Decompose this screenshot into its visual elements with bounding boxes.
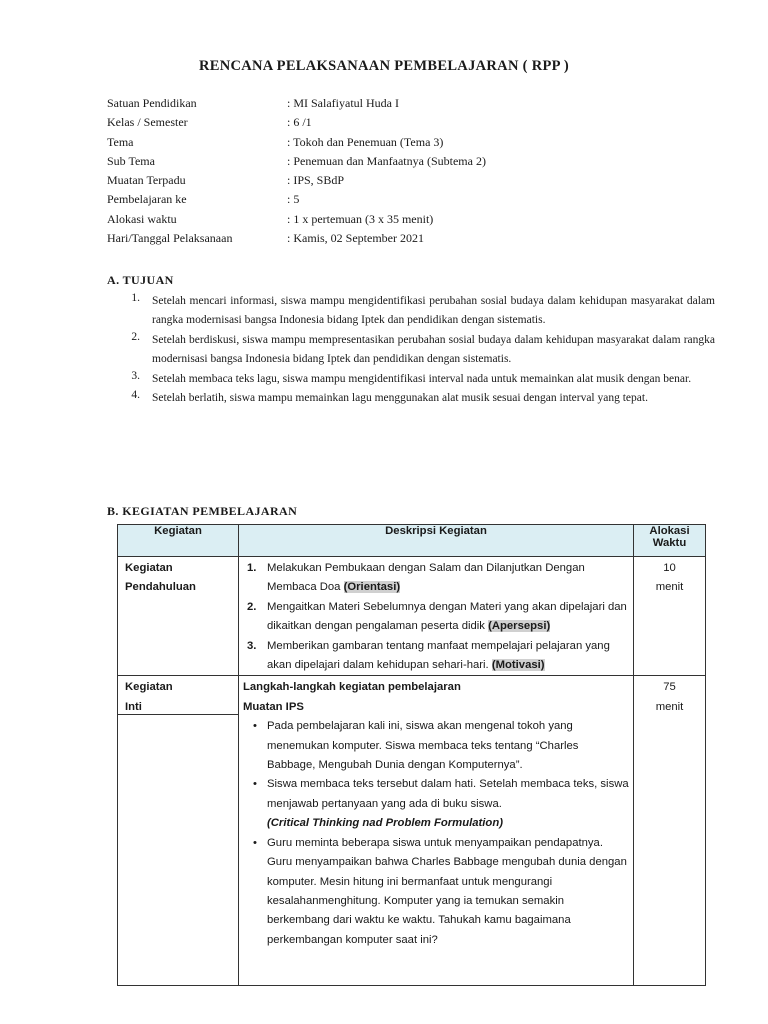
identity-value: : IPS, SBdP [287, 173, 345, 188]
identity-row [107, 135, 486, 154]
activity-label-cell [118, 676, 239, 986]
identity-key: Kelas / Semester [107, 115, 188, 130]
step-tag: (Orientasi) [343, 581, 401, 594]
identity-value: : MI Salafiyatul Huda I [287, 96, 399, 110]
step-tag: (Motivasi) [491, 659, 545, 672]
activity-step [239, 637, 629, 676]
step-tag: (Apersepsi) [488, 620, 551, 633]
goal-item [107, 389, 715, 408]
time-cell [634, 676, 706, 986]
identity-row [107, 231, 486, 250]
identity-value: : Tokoh dan Penemuan (Tema 3) [287, 134, 444, 149]
goal-item [107, 331, 715, 370]
identity-row [107, 96, 486, 115]
activity-step [239, 559, 629, 598]
identity-value: : 1 x pertemuan (3 x 35 menit) [287, 211, 434, 226]
step-number: 3. [247, 639, 257, 652]
bullet-icon: • [253, 778, 257, 791]
bullet-icon: • [253, 720, 257, 733]
activity-description-cell [239, 676, 634, 986]
list-item-text: Pada pembelajaran kali ini, siswa akan mengenal tokoh yang menemukan komputer. Siswa membaca teks tentang “Charles Babbage, Mengubah Dunia dengan Komputernya”. [267, 720, 579, 772]
activity-label-line: Inti [125, 700, 142, 713]
identity-key: Hari/Tanggal Pelaksanaan [107, 231, 233, 246]
goal-text: Setelah berdiskusi, siswa mampu mempresentasikan perubahan sosial budaya dalam kehidupan masyarakat dalam rangka modernisasi bangsa Indonesia bidang Iptek dan pendidikan dengan sistematis. [152, 333, 715, 366]
activity-label-box [118, 676, 238, 714]
identity-key: Pembelajaran ke [107, 192, 187, 207]
steps-heading: Langkah-langkah kegiatan pembelajaran [243, 681, 461, 694]
identity-key: Sub Tema [107, 153, 155, 168]
goal-number: 4. [131, 389, 140, 402]
time-value: 75 [663, 681, 676, 694]
identity-block [107, 96, 486, 250]
goal-text: Setelah berlatih, siswa mampu memainkan lagu menggunakan alat musik sesuai dengan interval yang tepat. [152, 392, 648, 405]
activity-label-line: Kegiatan [125, 562, 173, 574]
step-text: Memberikan gambaran tentang manfaat mempelajari pelajaran yang akan dipelajari dalam kehidupan sehari-hari. [267, 639, 610, 672]
activities-table [117, 524, 706, 986]
section-heading-tujuan: A. TUJUAN [107, 273, 174, 287]
identity-row [107, 173, 486, 192]
activity-label-line: Kegiatan [125, 681, 173, 694]
identity-value: : Penemuan dan Manfaatnya (Subtema 2) [287, 153, 486, 168]
identity-row [107, 154, 486, 173]
identity-key: Alokasi waktu [107, 211, 177, 226]
bullet-icon: • [253, 836, 257, 849]
activity-label-cell [118, 557, 239, 676]
list-item [243, 775, 629, 814]
goals-list [107, 292, 715, 408]
activity-description-cell [239, 557, 634, 676]
goal-number: 2. [131, 330, 140, 343]
list-item-text: Siswa membaca teks tersebut dalam hati. Setelah membaca teks, siswa menjawab pertanyaan yang ada di buku siswa. [267, 778, 629, 810]
table-row-pendahuluan [118, 557, 706, 676]
section-heading-kegiatan: B. KEGIATAN PEMBELAJARAN [107, 504, 298, 518]
goal-number: 3. [131, 369, 140, 382]
goal-text: Setelah membaca teks lagu, siswa mampu mengidentifikasi interval nada untuk memainkan alat musik dengan benar. [152, 372, 692, 385]
time-unit: menit [655, 700, 684, 713]
column-header-deskripsi: Deskripsi Kegiatan [239, 525, 634, 557]
document-title: RENCANA PELAKSANAAN PEMBELAJARAN ( RPP ) [198, 58, 570, 74]
goal-item [107, 292, 715, 331]
step-text: Melakukan Pembukaan dengan Salam dan Dilanjutkan Dengan Membaca Doa [267, 562, 585, 594]
list-item [243, 717, 629, 775]
time-unit: menit [655, 581, 684, 594]
list-item [243, 834, 629, 950]
step-number: 2. [247, 600, 257, 613]
goal-number: 1. [131, 292, 140, 304]
identity-row [107, 115, 486, 134]
identity-value: : Kamis, 02 September 2021 [287, 231, 424, 246]
table-header-row [118, 525, 706, 557]
identity-row [107, 192, 486, 211]
identity-key: Satuan Pendidikan [107, 96, 197, 110]
identity-row [107, 212, 486, 231]
subject-heading: Muatan IPS [243, 700, 304, 713]
column-header-alokasi: Alokasi Waktu [634, 525, 706, 557]
goal-text: Setelah mencari informasi, siswa mampu mengidentifikasi perubahan sosial budaya dalam kehidupan masyarakat dalam rangka modernisasi bangsa Indonesia bidang Iptek dan pendidikan dengan sistematis. [152, 295, 715, 327]
activity-label-divider [118, 714, 238, 985]
time-value: 10 [663, 562, 676, 574]
table-row-inti [118, 676, 706, 986]
skill-note: (Critical Thinking nad Problem Formulation) [267, 817, 503, 830]
identity-key: Muatan Terpadu [107, 173, 186, 188]
identity-value: : 6 /1 [287, 115, 312, 130]
identity-value: : 5 [287, 192, 300, 207]
activity-label-line: Pendahuluan [125, 581, 196, 594]
goal-item [107, 370, 715, 389]
step-number: 1. [247, 562, 257, 574]
time-cell [634, 557, 706, 676]
activity-step [239, 598, 629, 637]
column-header-kegiatan: Kegiatan [118, 525, 239, 557]
identity-key: Tema [107, 134, 134, 149]
list-item-text: Guru meminta beberapa siswa untuk menyampaikan pendapatnya. Guru menyampaikan bahwa Charles Babbage mengubah dunia dengan komputer. Mesin hitung ini bermanfaat untuk mengurangi kesalahanmenghitung. Komputer yang ia temukan semakin berkembang dari waktu ke waktu. Tahukah kamu bagaimana perkembangan komputer saat ini? [267, 836, 627, 946]
step-text: Mengaitkan Materi Sebelumnya dengan Materi yang akan dipelajari dan dikaitkan dengan pengalaman peserta didik [267, 600, 627, 633]
